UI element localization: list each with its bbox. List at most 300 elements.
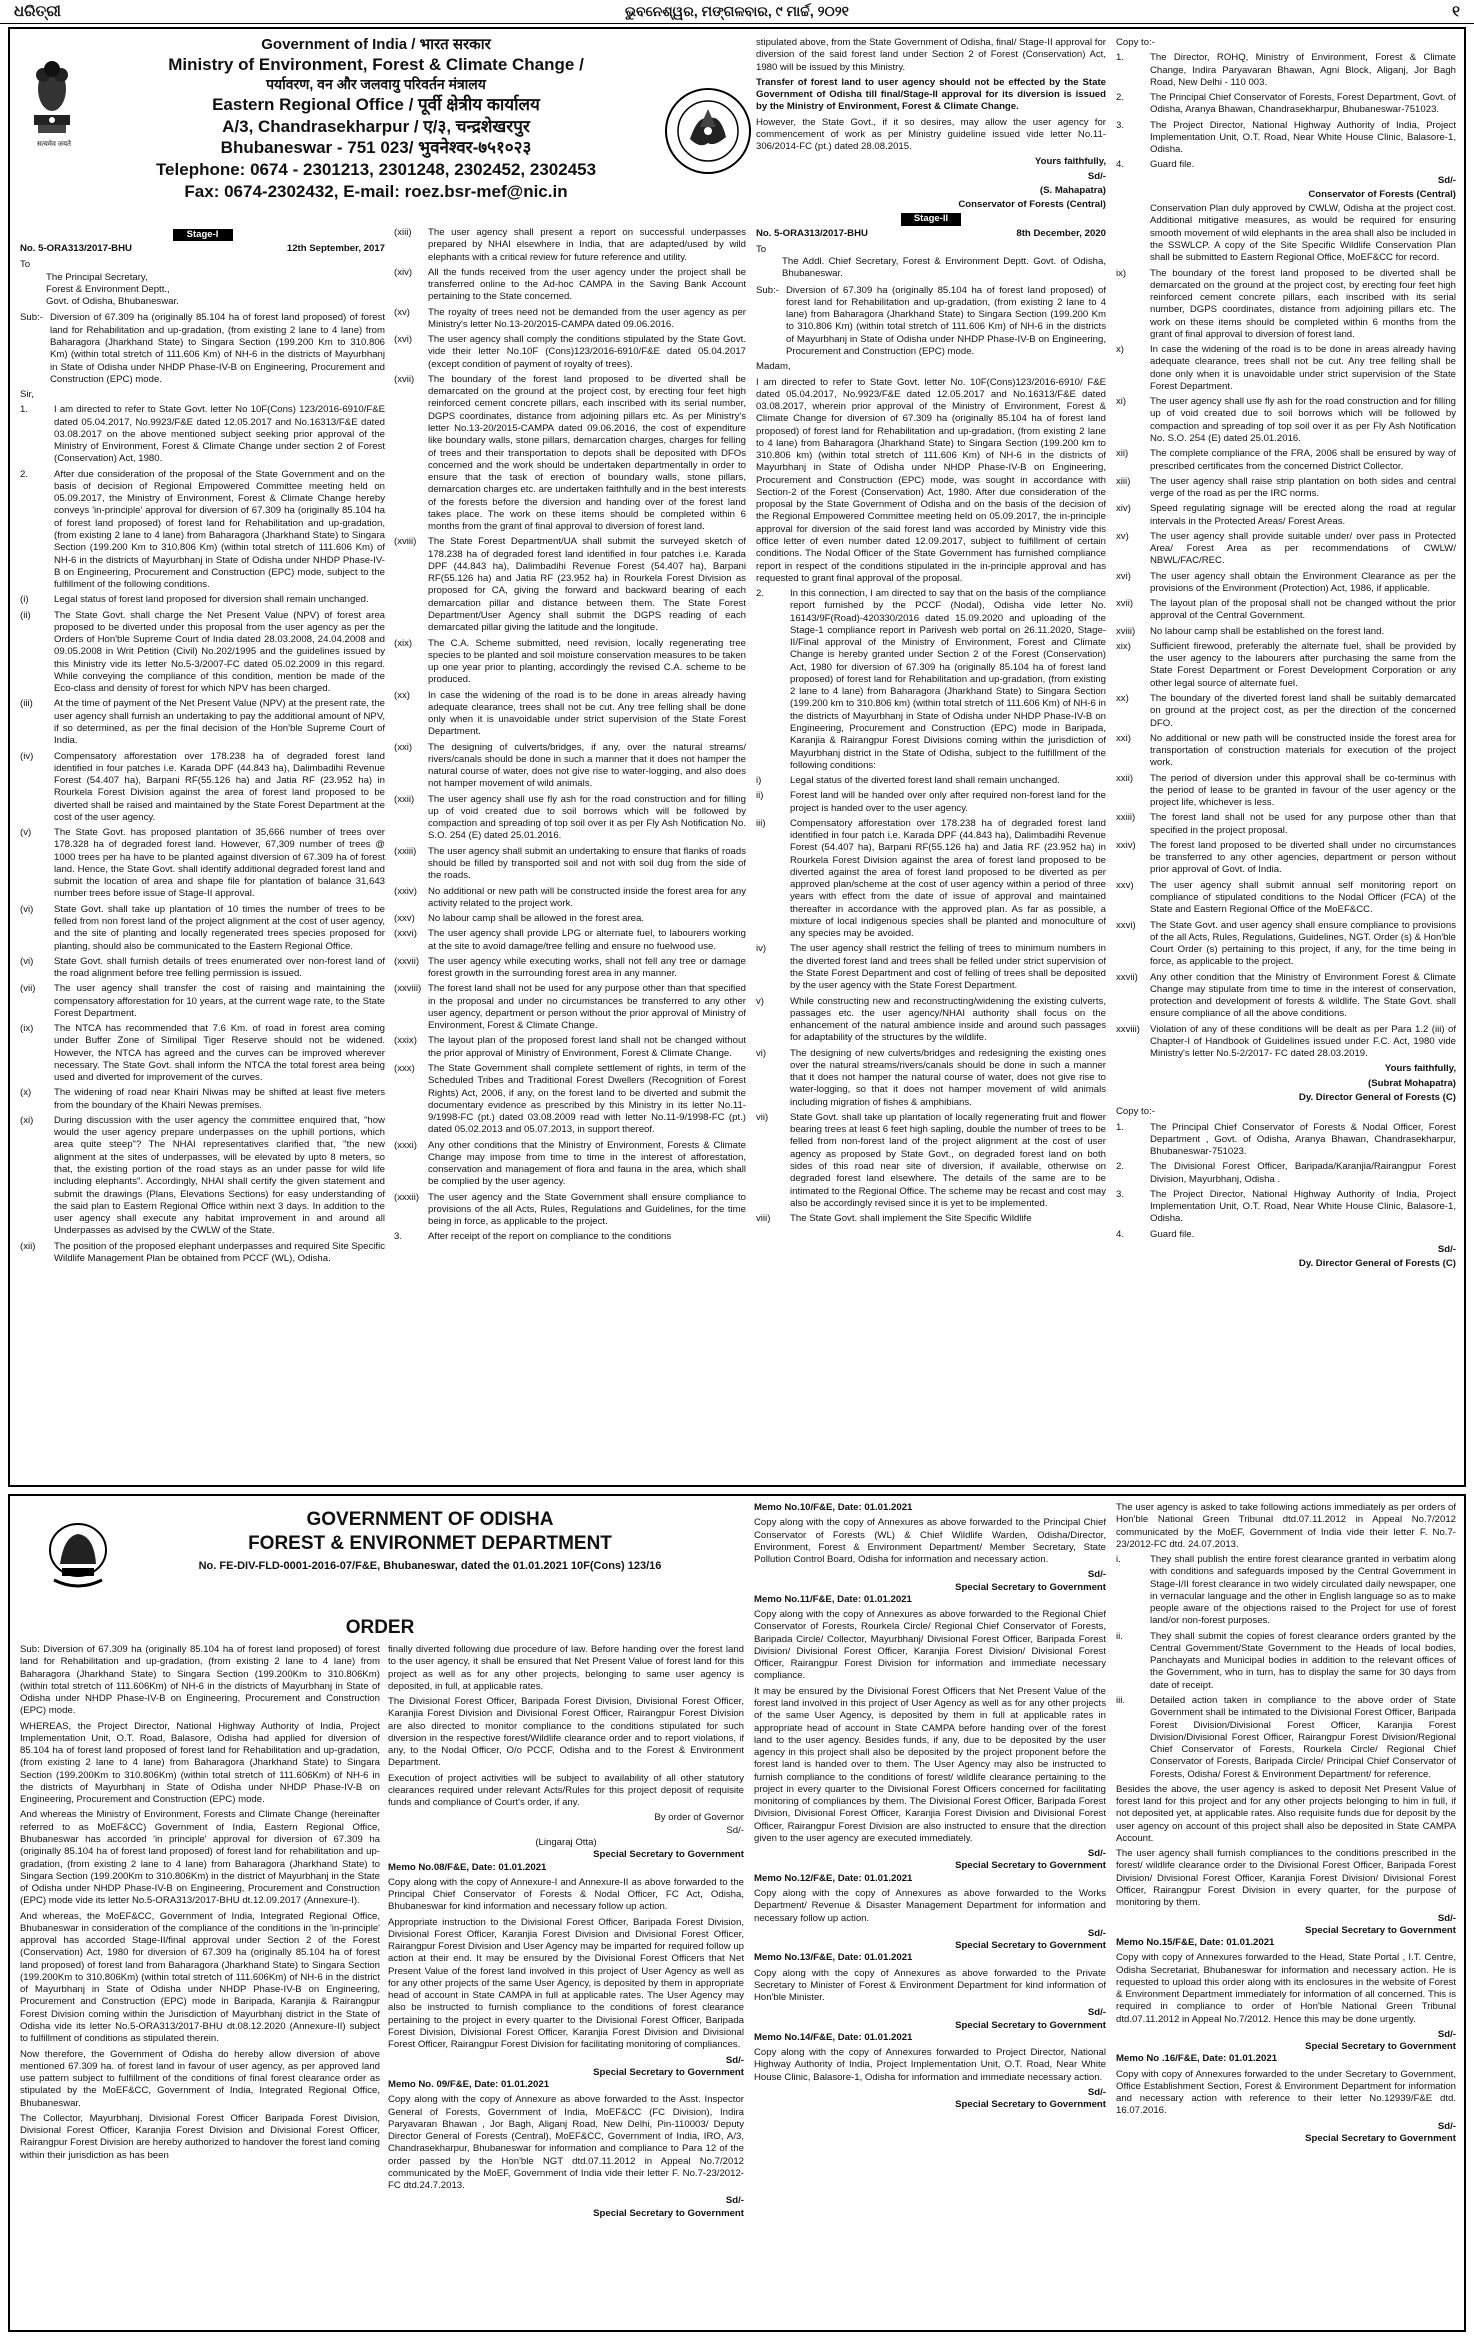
- order-column-2: [388, 1644, 744, 2324]
- besides-para: Besides the above, the user agency is asked to deposit Net Present Value of forest land for this project and for any other projects belonging to him in full, if not deposited yet, at applicable rates. Also requisite funds due for deposit by the user agency on account of this project shall also be deposited in State CAMPA Account.: [1116, 1783, 1456, 1844]
- order-col4-sd: Sd/-: [1437, 1912, 1456, 1924]
- item-number: 3.: [1116, 1188, 1125, 1200]
- item-number: xxviii): [1116, 1023, 1140, 1035]
- action-item: [1116, 1695, 1456, 1781]
- item-number: (xxiii): [394, 845, 417, 857]
- item-text: The layout plan of the proposal shall not be changed without the prior approval of the Central Government.: [1150, 598, 1456, 622]
- order-paragraph: And whereas, the MoEF&CC, Government of India, Integrated Regional Office, Bhubaneswar in consideration of the compliance of the conditions in the 'in-principle' approval has accorded Stage-II/final approval under Section 2 of the Forest (Conservation) Act, 1980 for diversion of 67.309 ha (originally 85.104 ha of forest land proposed) of forest land from Baharagora (Jharkhand State) to Singara Section (199.200Km to 310.806Km) (within total stretch of 111.606Km) of NH-6 in the district of Mayurbhanj in State of Odisha under NHDP Phase-IV-B on Engineering, Procurement and Construction (EPC) mode in Baripada, Karanjia & Rairangpur Forest Division coming within the Jurisdiction of Mayurbhanj district in the State of Odisha vide its letter No.5-ORA313/2017-BHU dt.08.12.2020 (Annexure-II) subject to fulfillment of conditions as stipulated therein.: [20, 1910, 380, 2045]
- item-number: (xi): [20, 1114, 34, 1126]
- condition-item: [1116, 503, 1456, 528]
- condition-item: [394, 690, 746, 739]
- memo-body: Copy along with the copy of Annexure-I and Annexure-II as above forwarded to the Principal Chief Conservator of Forests & Nodal Officer, FC Act, Odisha, Bhubaneswar for kind information and necessary follow up action.: [388, 1876, 744, 1913]
- item-text: The period of diversion under this approval shall be co-terminus with the period of lease to be granted in favour of the user agency or the project life, whichever is less.: [1150, 772, 1456, 809]
- memo-signature: Special Secretary to Government: [593, 2066, 744, 2078]
- stage1-transfer-note: Transfer of forest land to user agency should not be effected by the State Government of Odisha till final/Stage-II approval for its diversion is issued by the Ministry of Environment, Forest & Climate Change.: [756, 76, 1106, 113]
- item-text: The user agency shall provide suitable under/ over pass in Protected Area/ Forest Area as per recommendations of CWLW/ NBWL/FAC/REC.: [1150, 530, 1456, 567]
- stage2-copy-sd: Sd/-: [1437, 1243, 1456, 1255]
- item-number: v): [756, 995, 764, 1007]
- letterhead-line-2: Ministry of Environment, Forest & Climate Change /: [168, 55, 584, 75]
- order-paragraph: Now therefore, the Government of Odisha do hereby allow diversion of above mentioned 67.309 ha. of forest land in favour of user agency, as per approved land use pattern subject to fulfillment of the conditions of final forest clearance order as stipulated by the MoEF&CC, Government of India, Integrated Regional Office, Bhubaneswar.: [20, 2048, 380, 2109]
- item-text: Compensatory afforestation over 178.238 ha of degraded forest land identified in four patches i.e. Karada DPF (44.843 ha), Dalimbadihi Revenue Forest (54.407 ha), Barpani RF(55.126 ha) and Jatia RF (23.952 ha) in Rourkela Forest Division against the area of forest land proposed to be diverted shall be raised and maintained by the State Forest Department at the cost of the user agency.: [54, 750, 385, 823]
- odisha-emblem-icon: [46, 1520, 110, 1590]
- condition-item: [394, 983, 746, 1032]
- memo-sd: Sd/-: [1087, 2086, 1106, 2098]
- stage2-subject: [756, 285, 1106, 359]
- moef-header: [24, 35, 744, 225]
- copy-item: [1116, 92, 1456, 117]
- item-number: 2.: [1116, 1161, 1125, 1173]
- memo-heading: Memo No. 09/F&E, Date: 01.01.2021: [388, 2079, 550, 2091]
- item-number: xxvii): [1116, 971, 1138, 983]
- letterhead-fax-email: Fax: 0674-2302432, E-mail: roez.bsr-mef@nic.in: [184, 181, 568, 201]
- stage1-continuation: stipulated above, from the State Government of Odisha, final/ Stage-II approval for diversion of the said forest land under Section 2 of Forest (Conservation) Act, 1980 will be issued by this Ministry.: [756, 37, 1106, 73]
- copy-item: [1116, 1229, 1456, 1241]
- stage2-sub-label: Sub:-: [756, 284, 779, 296]
- item-number: iii): [756, 817, 766, 829]
- item-text: They shall submit the copies of forest clearance orders granted by the Central Government/State Government to the Heads of local bodies, Panchayats and Municipal bodies in addition to the relevant offices of the Government, who in turn, has to display the same for 30 days from date of receipt.: [1150, 1630, 1456, 1691]
- order-title: ORDER: [345, 1617, 415, 1638]
- order-memos-4: [1116, 1937, 1456, 2145]
- order-signer-designation: Special Secretary to Government: [593, 1849, 744, 1861]
- item-number: i): [756, 775, 762, 787]
- item-text: The user agency shall raise strip plantation on both sides and central verge of the road as per the IRC norms.: [1150, 475, 1456, 500]
- letterhead-telephone: Telephone: 0674 - 2301213, 2301248, 2302452, 2302453: [155, 160, 597, 180]
- item-text: While constructing new and reconstructing/widening the existing culverts, passages etc. the user agency/NHAI authority shall focus on the enhancement of the natural ambience inside and around such passages for adaptability of the structures by the wildlife.: [790, 995, 1106, 1044]
- item-text: The user agency shall obtain the Environment Clearance as per the provisions of the Environment (Protection) Act, 1986, if applicable.: [1150, 570, 1456, 594]
- stage2-salutation: Madam,: [756, 361, 791, 373]
- condition-item: [1116, 396, 1456, 445]
- item-number: xii): [1116, 448, 1129, 460]
- stage1-copy-sd: Sd/-: [1437, 174, 1456, 186]
- memo-sd: Sd/-: [725, 2195, 744, 2207]
- condition-item: [756, 1112, 1106, 1210]
- masthead-paper-name: ଧରିତ୍ରୀ: [14, 2, 61, 20]
- memo-body: Copy along with the copy of Annexures as above forwarded to the Private Secretary to Minister of Forest & Environment Department for kind information of Hon'ble Minister.: [754, 1967, 1106, 2004]
- item-number: (xvi): [394, 334, 413, 346]
- govt-name: GOVERNMENT OF ODISHA: [306, 1509, 554, 1530]
- item-number: (ii): [20, 609, 31, 621]
- memo-signature: Special Secretary to Government: [955, 2019, 1106, 2031]
- condition-item: [394, 374, 746, 533]
- item-number: xix): [1116, 640, 1131, 652]
- item-text: Speed regulating signage will be erected along the road at regular intervals in the Protected Areas/ Forest Areas.: [1150, 503, 1456, 527]
- stage1-conditions-a: [20, 594, 385, 1265]
- item-number: (xxv): [394, 913, 415, 925]
- memo-sd: Sd/-: [1087, 1848, 1106, 1860]
- item-text: The user agency shall comply the conditions stipulated by the State Govt. vide their letter No.10F (Cons)123/2016-6910/F&E dated 05.04.2017 (except condition of payment of royalty of trees).: [428, 334, 746, 370]
- condition-item: [394, 638, 746, 687]
- order-column-1: [20, 1644, 380, 2324]
- order-signer-name: (Lingaraj Otta): [535, 1836, 597, 1848]
- item-number: ix): [1116, 267, 1127, 279]
- item-text: State Govt. shall furnish details of trees enumerated over non-forest land of the road alignment before tree felling permission is issued.: [54, 955, 385, 980]
- condition-item: [394, 956, 746, 981]
- memo-extra: It may be ensured by the Divisional Forest Officers that Net Present Value of the forest land involved in this project of User Agency as well as for any other projects of the same User Agency, is deposited by them in full at applicable rates in appropriate head of account in State CAMPA before handing over of the forest land to the user agency. Besides funds, if any, due to be deposited by the user agency in this project shall also be deposited by the project proponent before the forest land is handed over to them. The User Agency may also be instructed to furnish compliance to the conditions of forest/ wildlife clearance pertaining to the project in every quarter to the Divisional Forest Officers concerned for facilitating monitoring of compliances by them. The Divisional Forest Officer, Baripada Forest Division, Divisional Forest Officer, Karanjia Forest Division and Divisional Forest Officer, Rairangpur Forest Division are also instructed to ensure that the direction given to the user agency are executed immediately.: [754, 1685, 1106, 1844]
- memo-body: Copy along with the copy of Annexure as above forwarded to the Asst. Inspector General of Forests, Government of India, MoEF&CC (FC Division), Indira Paryavaran Bhawan , Jor Bagh, Aliganj Road, New Delhi, Pin-110003/ Deputy Director General of Forests (Central), MoEF&CC, Government of India, IRO, A/3, Chandrasekharpur, Bhubaneswar for information and compliance to Para 12 of the order passed by the Hon'ble NGT dtd.07.11.2012 in Appeal No.7/2012 communicated by the MoEF, Government of India vide their letter F. No.7-23/2012-FC dtd.24.7.2013.: [388, 2094, 744, 2192]
- item-text: The Project Director, National Highway Authority of India, Project Implementation Unit, O.T. Road, Near White House Clinic, Balasore-1, Odisha.: [1150, 119, 1456, 156]
- order-sd: Sd/-: [726, 1824, 744, 1836]
- item-number: (i): [20, 594, 29, 606]
- item-text: Guard file.: [1150, 1228, 1195, 1240]
- item-text: Forest land will be handed over only after required non-forest land for the project is handed over to the user agency.: [790, 790, 1106, 814]
- item-number: xxii): [1116, 772, 1134, 784]
- item-text: The layout plan of the proposed forest land shall not be changed without the prior approval of Ministry of Environment, Forest & Climate Change.: [428, 1035, 746, 1059]
- item-text: Detailed action taken in compliance to the above order of State Government shall be intimated to the Divisional Forest Officer, Baripada Forest Division/Divisional Forest Officer, Karanjia Forest Division/Divisional Forest Officer, Rairangpur Forest Division/Regional Chief Conservator of Forests, Rourkela Circle/ Regional Chief Conservator of Forests, Baripada Circle/ Principal Chief Conservator of Forests, Odisha/ Forest & Environment Department/ for reference.: [1150, 1694, 1456, 1780]
- item-text: Any other conditions that the Ministry of Environment, Forests & Climate Change may impose from time to time in the interest of afforestation, conservation and management of flora and fauna in the area, which shall be complied by the user agency.: [428, 1139, 746, 1188]
- memo-heading: Memo No .16/F&E, Date: 01.01.2021: [1116, 2053, 1278, 2065]
- item-text: Guard file.: [1150, 159, 1195, 171]
- item-number: iii.: [1116, 1694, 1126, 1706]
- stage-column-3: [756, 37, 1106, 1482]
- condition-item: [20, 956, 385, 981]
- order-col4-signature: Special Secretary to Government: [1305, 1924, 1456, 1936]
- item-text: The royalty of trees need not be demanded from the user agency as per Ministry's letter No.13-20/2015-CAMPA dated 09.06.2016.: [428, 306, 746, 330]
- order-column-4: [1116, 1502, 1456, 2324]
- condition-item: [394, 846, 746, 883]
- item-text: The Principal Chief Conservator of Forests, Forest Department, Govt. of Odisha, Aranya Bhawan, Chandrasekharpur, Bhubaneswar-751023.: [1150, 92, 1456, 116]
- condition-item: [394, 1140, 746, 1189]
- condition-item: [20, 698, 385, 747]
- stage1-subject: [20, 312, 385, 386]
- stage1-to-line: Forest & Environment Deptt.,: [46, 283, 170, 295]
- condition-item: [394, 334, 746, 371]
- masthead: [0, 0, 1474, 24]
- memo-body: Copy along with the copy of Annexures as above forwarded to the Regional Chief Conservator of Forests, Rourkela Circle/ Regional Chief Conservator of Forests, Baripada Circle/ Collector, Mayurbhanj/ Divisional Forest Officer, Baripada Forest Division/ Divisional Forest Officer, Karanjia Forest Division/ Divisional Forest Officer, Rairangpur Forest Division for information and immediate necessary compliance.: [754, 1609, 1106, 1682]
- item-text: The user agency shall present a report on successful underpasses prepared by NHAI elsewhere in India, that are adapted/used by wild elephants with a critical review for future reference and utility.: [428, 227, 746, 263]
- condition-item: [394, 794, 746, 843]
- stage2-addressee: [756, 244, 1106, 281]
- stage2-para-2: [756, 588, 1106, 772]
- letterhead-line-6: Bhubaneswar - 751 023/ भुवनेश्वर-७५१०२३: [220, 138, 532, 158]
- memo-heading: Memo No.11/F&E, Date: 01.01.2021: [754, 1593, 912, 1605]
- item-number: (vii): [20, 983, 36, 995]
- item-text: The Principal Chief Conservator of Forests & Nodal Officer, Forest Department , Govt. of Odisha, Aranya Bhawan, Chandrasekharpur, Bhubaneswar-751023.: [1150, 1121, 1456, 1158]
- copy-item: [1116, 52, 1456, 89]
- item-number: xvi): [1116, 570, 1131, 582]
- item-number: x): [1116, 344, 1124, 356]
- memo-heading: Memo No.08/F&E, Date: 01.01.2021: [388, 1861, 547, 1873]
- item-text: The boundary of the forest land proposed to be diverted shall be demarcated on the ground at the project cost, by erecting four feet high reinforced cement concrete pillars, each inscribed with its serial number, DGPS coordinates, distance from adjoining pillars etc. The work on these items should be completed within 6 months from the grant of final approval to diversion of forest land.: [1150, 267, 1456, 340]
- condition-item: [1116, 344, 1456, 393]
- para-text: After due consideration of the proposal of the State Government and on the basis of decision of Regional Empowered Committee meeting held on 05.09.2017, the Ministry of Environment, Forest & Climate Change hereby conveys 'in-principle' approval for diversion of 67.309 ha (originally 85.104 ha of forest land proposed) of forest land for Rehabilitation and up-gradation, (from existing 2 lane to 4 lane) from Baharagora (Jharkhand State) to Singara Section (199.200 Km to 310.806 Km) (within total stretch of 111.606 Km) of NH-6 in the districts of Mayurbhanj in State of Odisha under NHDP Phase-IV-B on Engineering, Procurement and Construction (EPC) mode, subject to the fulfillment of the following conditions.: [54, 468, 385, 591]
- item-number: (xxi): [394, 741, 413, 753]
- condition-item: [20, 594, 385, 606]
- item-number: (xxvii): [394, 955, 420, 967]
- order-paragraph: The Collector, Mayurbhanj, Divisional Forest Officer Baripada Forest Division, Divisional Forest Officer, Karanjia Forest Division and Divisional Forest Officer, Rairangpur Forest Division are hereby authorized to handover the forest land coming within their jurisdiction as has been: [20, 2112, 380, 2161]
- memo-signature: Special Secretary to Government: [1305, 2133, 1456, 2145]
- order-paragraphs-1: [20, 1644, 380, 2162]
- item-text: The user agency shall use fly ash for the road construction and for filling up of void created due to soil borrows which will be followed by compaction and spreading of top soil over it as per Fly Ash Notification No. S.O. 254 (E) dated 25.01.2016.: [428, 793, 746, 842]
- item-number: 2.: [1116, 92, 1125, 104]
- condition-item: [1116, 448, 1456, 473]
- item-text: The widening of road near Khairi Niwas may be shifted at least five meters from the boundary of the Khairi Newas premises.: [54, 1087, 385, 1111]
- condition-item: [1116, 268, 1456, 342]
- item-number: (ix): [20, 1023, 34, 1035]
- stage2-memo-date: 8th December, 2020: [1016, 227, 1106, 239]
- order-paragraph: finally diverted following due procedure of law. Before handing over the forest land to the user agency, it shall be ensured that Net Present Value of forest land for this project as well as for any other projects, belonging to same user agency is deposited, in full, at applicable rates.: [388, 1644, 744, 1692]
- item-text: Legal status of the diverted forest land shall remain unchanged.: [790, 775, 1060, 787]
- item-number: (vi): [20, 955, 34, 967]
- memo-sd: Sd/-: [725, 2054, 744, 2066]
- condition-item: [1116, 203, 1456, 264]
- stage2-copy-to: Copy to:-: [1116, 1106, 1155, 1118]
- stage1-designation: Conservator of Forests (Central): [958, 199, 1106, 211]
- item-text: The NTCA has recommended that 7.6 Km. of road in forest area coming under Buffer Zone of Similipal Tiger Reserve should not be widened. However, the NTCA has agreed and the curves can be improved wherever necessary. The State Govt. shall inform the NTCA the total forest area being used and diverted for improvement of the curves.: [54, 1023, 385, 1084]
- stage1-sd: Sd/-: [1087, 170, 1106, 182]
- stage1-memo-date: 12th September, 2017: [286, 243, 385, 255]
- copy-item: [1116, 1189, 1456, 1226]
- action-item: [1116, 1631, 1456, 1692]
- item-text: The position of the proposed elephant underpasses and required Site Specific Wildlife Management Plan be obtained from PCCF (WL), Odisha.: [54, 1240, 385, 1264]
- order-memos-2: [388, 1862, 744, 2220]
- odisha-order-header: [120, 1508, 740, 1573]
- item-number: iv): [756, 943, 767, 955]
- item-number: xi): [1116, 396, 1127, 408]
- stage1-subject-text: Diversion of 67.309 ha (originally 85.104 ha of forest land proposed) of forest land for Rehabilitation and up-gradation, (from existing 2 lane to 4 lane) from Baharagora (Jharkhand State) to Singara Section (199.200 Km to 310.806 Km) (within total stretch of 111.606 Km) of NH-6 in the districts of Mayurbhanj in State of Odisha under NHDP Phase-IV-B on Engineering, Procurement and Construction (EPC) mode.: [50, 312, 385, 385]
- item-text: The C.A. Scheme submitted, need revision, locally regenerating tree species to be planted and soil moisture conservation measures to be taken up one year prior to planting, accordingly the revised C.A. scheme to be produced.: [428, 637, 746, 686]
- condition-item: [394, 227, 746, 264]
- stage2-copies: [1116, 1122, 1456, 1241]
- stage2-signatory: (Subrat Mohapatra): [1368, 1077, 1456, 1089]
- ashoka-emblem-icon: [28, 55, 76, 137]
- order-paragraph: Execution of project activities will be subject to availability of all other statutory clearances required under relevant Acts/Rules for this project deposit of requisite funds and compliance of Court's order, if any.: [388, 1772, 744, 1809]
- condition-item: [1116, 476, 1456, 501]
- item-number: (xvii): [394, 373, 415, 385]
- item-text: The State Govt. has proposed plantation of 35,666 number of trees over 178.328 ha of degraded forest land. However, 67,309 number of trees @ 1000 trees per ha have to be planted against diversion of 67.309 ha of forest land. Hence, the State Govt. shall identify additional degraded forest land and submit the location of area and shape file for plantation of balance 31,643 number trees before issue of Stage-II approval.: [54, 827, 385, 900]
- item-text: Violation of any of these conditions will be dealt as per Para 1.2 (iii) of Chapter-I of Handbook of Guidelines issued under F.C. Act, 1980 vide Ministry's letter No.5-2/2017- FC dated 28.03.2019.: [1150, 1023, 1456, 1060]
- stage1-memo-number: No. 5-ORA313/2017-BHU: [20, 243, 132, 255]
- item-number: ii.: [1116, 1630, 1123, 1642]
- condition-item: [394, 1192, 746, 1229]
- item-number: (xxiv): [394, 885, 417, 897]
- para-number: 2.: [756, 588, 765, 600]
- stage2-copy-designation: Dy. Director General of Forests (C): [1298, 1258, 1456, 1270]
- item-number: xxvi): [1116, 919, 1136, 931]
- stage1-conditions-b: [394, 227, 746, 1244]
- stage1-salutation: Sir,: [20, 389, 34, 401]
- item-text: The State Govt. shall charge the Net Present Value (NPV) of forest area proposed to be diverted under this proposal from the user agency as per the Orders of Hon'ble Supreme Court of India dated 28.03.2008, 24.04.2008 and 09.05.2008 in Writ Petition (Civil) No.202/1995 and the guidelines issued by this Ministry vide its letter No.5-3/2007-FC dated 05.02.2009 in this regard. While conveying the compliance of this condition, mention be made of the Eco-class and density of forest for which NPV has been charged.: [54, 609, 385, 695]
- memo-heading: Memo No.12/F&E, Date: 01.01.2021: [754, 1872, 913, 1884]
- condition-item: [756, 996, 1106, 1045]
- item-number: xxi): [1116, 732, 1131, 744]
- memo-body: Copy along with the copy of Annexures forwarded to Project Director, National Highway Authority of India, Project Implementation Unit, O.T. Road, Near White House Clinic, Balasore-1, Odisha for information and immediate necessary action.: [754, 2047, 1106, 2083]
- para-number: 1.: [20, 404, 29, 416]
- item-number: i.: [1116, 1554, 1121, 1566]
- item-number: vi): [756, 1047, 767, 1059]
- item-number: (xxvi): [394, 928, 417, 940]
- item-number: xx): [1116, 693, 1129, 705]
- item-number: (xviii): [394, 536, 417, 548]
- condition-item: [1116, 733, 1456, 770]
- memo-signature: Special Secretary to Government: [1305, 2041, 1456, 2053]
- action-item: [1116, 1554, 1456, 1628]
- copy-item: [1116, 1161, 1456, 1186]
- condition-item: [20, 1087, 385, 1112]
- stage2-label: Stage-II: [901, 213, 961, 225]
- item-text: No additional or new path will be constructed inside the forest area for transportation of construction materials for execution of the project work.: [1150, 732, 1456, 769]
- condition-item: [394, 742, 746, 791]
- stage1-sub-label: Sub:-: [20, 312, 43, 324]
- item-text: Conservation Plan duly approved by CWLW, Odisha at the project cost. Additional mitigative measures, as would be required for ensuring smooth movement of wild elephants in the area shall also be included in the SSWLCP. A copy of the Site Specific Wildlife Conservation Plan shall be submitted to Eastern Regional Office, MoEF&CC for record.: [1150, 203, 1456, 264]
- letterhead-line-1: Government of India / भारत सरकार: [261, 36, 491, 53]
- item-text: The designing of culverts/bridges, if any, over the natural streams/ rivers/canals should be done in such a manner that it does not hamper the natural course of water, does not give rise to water-logging, and also does not hamper movement of wild animals.: [428, 741, 746, 790]
- stage1-to-lines: [20, 272, 385, 309]
- stage1-to-label: To: [20, 259, 31, 271]
- memo-sd: Sd/-: [1087, 1927, 1106, 1939]
- condition-item: [394, 536, 746, 634]
- item-text: Legal status of forest land proposed for diversion shall remain unchanged.: [54, 594, 369, 606]
- condition-item: [394, 1231, 746, 1243]
- memo-body: Copy along with the copy of Annexures as above forwarded to the Works Department/ Revenue & Disaster Management Department for information and necessary follow up action.: [754, 1887, 1106, 1924]
- memo-signature: Special Secretary to Government: [955, 2099, 1106, 2111]
- item-number: (xx): [394, 689, 410, 701]
- item-text: The forest land proposed to be diverted shall under no circumstances be transferred to any other agencies, department or person without prior approval of Govt. of India.: [1150, 839, 1456, 876]
- user-agency-actions: [1116, 1554, 1456, 1781]
- item-number: (xiii): [394, 227, 412, 238]
- stage2-memo-line: [756, 228, 1106, 240]
- item-number: (xxix): [394, 1035, 417, 1047]
- item-text: During discussion with the user agency the committee enquired that, "how would the user agency prepare underpasses on the uphill portions, which area quite steep"? The NHAI representatives clarified that, "the new alignment at the sites of underpasses, will be elevated by upto 8 meters, so that, the existing portion of the road stays as an under passe for wild life including elephants". Accordingly, NHAI shall certify the given statement and submit the drawings (Plans, Elevations Sections) for easy understanding of the said plan to Eastern Regional Office within next 3 days. In addition to the user agency shall execute any habitat improvement in and around all Underpasses as advised by the CWLW of the State.: [54, 1114, 385, 1237]
- order-column-3: [754, 1502, 1106, 2324]
- item-number: 1.: [1116, 52, 1125, 64]
- stage1-to-line: The Principal Secretary,: [46, 271, 148, 283]
- memo-signature: Special Secretary to Government: [593, 2207, 744, 2219]
- condition-item: [20, 1115, 385, 1238]
- condition-item: [1116, 972, 1456, 1021]
- user-agency-intro: The user agency is asked to take following actions immediately as per orders of Hon'ble National Green Tribunal dtd.07.11.2012 in Appeal No.7/2012 communicated by the MoEF, Government of India vide their letter F. No.7-23/2012-FC dtd. 24.07.2013.: [1116, 1502, 1456, 1550]
- condition-item: [1116, 626, 1456, 638]
- moef-notice: [8, 27, 1466, 1487]
- item-text: The user agency and the State Government shall ensure compliance to provisions of the all Acts, Rules, Regulations and Guidelines, for the time being in force, as applicable to the project.: [428, 1191, 746, 1228]
- memo-heading: Memo No.15/F&E, Date: 01.01.2021: [1116, 1937, 1275, 1949]
- item-text: All the funds received from the user agency under the project shall be transferred online to the Ad-hoc CAMPA in the Saving Bank Account pertaining to the State concerned.: [428, 266, 746, 303]
- item-text: The Project Director, National Highway Authority of India, Project Implementation Unit, O.T. Road, Near White House Clinic, Balasore-1, Odisha.: [1150, 1188, 1456, 1225]
- condition-item: [20, 610, 385, 696]
- condition-item: [394, 928, 746, 953]
- item-text: The State Govt. and user agency shall ensure compliance to provisions of the all Acts, Rules, Regulations, Guidelines, NGT. Order (s) & Hon'ble Court Order (s) pertaining to this project, if any, for the time being in force, as applicable to the project.: [1150, 919, 1456, 968]
- para-text: I am directed to refer to State Govt. letter No 10F(Cons) 123/2016-6910/F&E dated 05.04.2017, No.9923/F&E dated 12.05.2017 and No.16313/F&E dated 03.08.2017 on the above mentioned subject seeking prior approval of the Ministry of Environment, Forest & Climate Change under section 2 of Forest (Conservation) Act, 1980.: [54, 404, 385, 465]
- item-text: The Director, ROHQ, Ministry of Environment, Forest & Climate Change, Indira Paryavaran Bhawan, Agni Block, Aliganj, Jor Bagh Road, New Delhi - 110 003.: [1150, 52, 1456, 88]
- item-number: (xiv): [394, 266, 413, 278]
- condition-item: [1116, 773, 1456, 810]
- condition-item: [394, 913, 746, 925]
- item-text: No additional or new path will be constructed inside the forest area for any activity related to the project work.: [428, 885, 746, 909]
- stage1-para-2: [20, 469, 385, 592]
- item-number: (xv): [394, 306, 410, 318]
- order-reference: No. FE-DIV-FLD-0001-2016-07/F&E, Bhubaneswar, dated the 01.01.2021 10F(Cons) 123/16: [198, 1559, 662, 1572]
- stage-column-4: [1116, 37, 1456, 1482]
- memo-extra: Appropriate instruction to the Divisional Forest Officer, Baripada Forest Division, Divisional Forest Officer, Karanjia Forest Division and Divisional Forest Officer, Rairangpur Forest Division and User Agency may be imparted for required follow up action at their end. It may be ensured by the Divisional Forest Officers that Net Present Value of the forest land involved in this project of User Agency as well as for any other projects of the same User Agency, is deposited by them in appropriate head of account in State CAMPA in full at applicable rates. The User Agency may also be instructed to furnish compliance to the conditions of forest clearance pertaining to the project in every quarter to the Divisional Forest Officer, Baripada Forest Division, Divisional Forest Officer, Karanjia Forest Division and Divisional Forest Officer, Rairangpur Forest Division for facilitating monitoring of compliances.: [388, 1916, 744, 2051]
- stage1-column-2: [394, 227, 746, 1482]
- copy-item: [1116, 1122, 1456, 1159]
- condition-item: [1116, 598, 1456, 623]
- item-number: (xii): [20, 1240, 36, 1252]
- stage2-yours: Yours faithfully,: [1384, 1063, 1456, 1075]
- stage1-memo-line: [20, 243, 385, 255]
- letterhead-line-3: पर्यावरण, वन और जलवायु परिवर्तन मंत्रालय: [266, 75, 486, 92]
- para-number: 2.: [20, 468, 29, 480]
- item-text: The State Government shall complete settlement of rights, in term of the Scheduled Tribes and Traditional Forest Dwellers (Recognition of Forest Rights) Act, 2006, if any, on the forest land to be diverted and submit the documentary evidence as prescribed by this Ministry in its letter No.11-9/1998-FC (pt.) dated 03.08.2009 read with letter No.11-9/1998-FC (pt.) dated 05.02.2013 and 05.07.2013, in support thereof.: [428, 1063, 746, 1136]
- memo-signature: Special Secretary to Government: [955, 1860, 1106, 1872]
- item-text: They shall publish the entire forest clearance granted in verbatim along with conditions and safeguards imposed by the Central Government in Stage-I/II forest clearance in two widely circulated daily newspaper, one in vernacular language and the other in English language so as to make people aware of the objections raised to the Project for use of forest land/or non-forest purposes.: [1150, 1554, 1456, 1627]
- condition-item: [394, 886, 746, 911]
- item-number: 4.: [1116, 159, 1125, 171]
- emblem-caption: सत्यमेव जयते: [36, 141, 72, 148]
- order-paragraphs-2: [388, 1644, 744, 1809]
- condition-item: [756, 1213, 1106, 1225]
- stage2-to-label: To: [756, 243, 767, 255]
- item-number: vii): [756, 1111, 769, 1123]
- item-number: 3.: [394, 1231, 403, 1243]
- masthead-date: ଭୁବନେଶ୍ୱର, ମଙ୍ଗଳବାର, ୯ ମାର୍ଚ୍ଚ, ୨୦୨୧: [625, 2, 849, 19]
- condition-item: [20, 751, 385, 825]
- condition-item: [1116, 840, 1456, 877]
- condition-item: [20, 827, 385, 901]
- item-text: In case the widening of the road is to be done in areas already having adequate clearance, trees shall not be cut. Any tree felling shall be done only when it is unavoidable under strict supervision of the State Forest Department.: [428, 689, 746, 738]
- stage2-memo-number: No. 5-ORA313/2017-BHU: [756, 227, 868, 239]
- masthead-page-number: ୧: [1452, 2, 1460, 20]
- condition-item: [1116, 1024, 1456, 1061]
- item-text: The State Govt. shall implement the Site Specific Wildlife: [790, 1213, 1032, 1225]
- item-text: The user agency shall transfer the cost of raising and maintaining the compensatory afforestation for 10 years, at the current wage rate, to the State Forest Department.: [54, 983, 385, 1019]
- memo-signature: Special Secretary to Government: [955, 1940, 1106, 1952]
- moef-letterhead: [96, 35, 656, 203]
- memo-heading: Memo No.13/F&E, Date: 01.01.2021: [754, 1952, 913, 1964]
- condition-item: [756, 818, 1106, 941]
- memo-heading: Memo No.10/F&E, Date: 01.01.2021: [754, 1502, 913, 1513]
- condition-item: [756, 1048, 1106, 1109]
- condition-item: [394, 1035, 746, 1060]
- letterhead-line-5: A/3, Chandrasekharpur / ए/३, चन्द्रशेखरपुर: [222, 116, 530, 136]
- item-text: The user agency shall use fly ash for the road construction and for filling up of void created due to soil borrows which will be followed by compaction and spreading of top soil over it as per Fly Ash Notification No. S.O. 254 (E) dated 25.01.2016.: [1150, 396, 1456, 444]
- stage1-to-line: Govt. of Odisha, Bhubaneswar.: [46, 296, 179, 308]
- item-number: (x): [20, 1087, 32, 1099]
- item-text: The State Forest Department/UA shall submit the surveyed sketch of 178.238 ha of degraded forest land identified in four patches i.e. Karada DPF (44.843 ha), Dalimbadihi Revenue Forest (54.407 ha), Barpani RF(55.126 ha) and Jatia RF (23.952 ha) in Rourkela Forest Division as proposed for CA, giving the forward and backward bearing of each demarcation pillar and distance between them. The State Forest Department/User Agency shall submit the DGPS reading of each demarcated pillar giving the latitude and the longitude.: [428, 536, 746, 634]
- item-number: xv): [1116, 530, 1129, 542]
- item-number: (xix): [394, 637, 413, 649]
- order-paragraph: And whereas the Ministry of Environment, Forests and Climate Change (hereinafter referred to as MoEF&CC) Government of India, Eastern Regional Office, Bhubaneswar has accorded 'in principle' approval for diversion of 67.309 ha (originally 85.104 ha of forest land proposed) of forest land for rehabilitation and up-gradation, (from existing 2 lane to 4 lane) from Baharagora (Jharkhand State) to Singara Section (199.200Km to 310.806Km) in the district of Mayurbhanj in the State of Odisha under NHDP Phase-IV-B on Engineering, Procurement and Construction (EPC) mode vide its letter No.5-ORA313/2017-BHU dt.12.09.2017 (Annexure-I).: [20, 1809, 380, 1907]
- letterhead-line-4: Eastern Regional Office / पूर्वी क्षेत्रीय कार्यालय: [212, 94, 540, 114]
- user-agency-compliance: The user agency shall furnish compliances to the conditions prescribed in the forest/ wildlife clearance order to the Divisional Forest Officer, Baripada Forest Division/ Divisional Forest Officer, Karanjia Forest Division/ Divisional Forest Officer, Rairangpur Forest Division in every quarter, for the purpose of monitoring by them.: [1116, 1848, 1456, 1909]
- condition-item: [1116, 693, 1456, 730]
- item-number: 1.: [1116, 1121, 1125, 1133]
- item-text: The user agency shall restrict the felling of trees to minimum numbers in the diverted forest land and trees shall be felled under strict supervision of the State Forest Department and cost of felling of trees shall be deposited by the user agency with the State Forest Department.: [790, 943, 1106, 992]
- stage1-copy-designation: Conservator of Forests (Central): [1308, 188, 1456, 200]
- item-text: At the time of payment of the Net Present Value (NPV) at the present rate, the user agency shall furnish an undertaking to pay the additional amount of NPV, if so determined, as per the final decision of the Hon'ble Supreme Court of India.: [54, 698, 385, 747]
- item-text: Compensatory afforestation over 178.238 ha of degraded forest land identified in four patch i.e. Karada DPF (44.843 ha), Dalimbadihi Revenue Forest (54.407 ha), Barpani RF(55.126 ha) and Jatia RF (23.952 ha) in Rourkela Forest Division against the area of forest land proposed to be diverted against the area of forest land proposed to be diverted as per approved plan/scheme at the cost of user agency within a period of three years with effect from the date of issue of approval and maintained thereafter in accordance with the approved plan. As far as possible, a mixture of local indigenous species shall be planted and monoculture of any species may be avoided.: [790, 817, 1106, 940]
- condition-item: [756, 943, 1106, 992]
- stage1-para-1: [20, 404, 385, 465]
- item-text: State Govt. shall take up plantation of locally regenerating fruit and flower bearing trees at least 6 feet high sapling, double the number of trees to be felled from non-forest land of the project alignment at the cost of user agency as proposed by State Govt., on degraded forest land on both sides of this road near site of diversion, if available, otherwise on degraded forest land elsewhere. The details of the same are to be intimated to the Regional Office. The scheme may be recast and cost may also be accordingly revised since it is yet to be implemented.: [790, 1111, 1106, 1209]
- copy-item: [1116, 120, 1456, 157]
- condition-item: [1116, 920, 1456, 969]
- item-number: xiv): [1116, 503, 1131, 515]
- condition-item: [756, 790, 1106, 815]
- condition-item: [20, 983, 385, 1020]
- item-number: [1116, 203, 1150, 264]
- item-text: The complete compliance of the FRA, 2006 shall be ensured by way of prescribed certificates from the concerned District Collector.: [1150, 448, 1456, 472]
- item-number: (iv): [20, 750, 34, 762]
- item-number: (xxviii): [394, 983, 422, 995]
- order-memos-3: [754, 1502, 1106, 2111]
- item-text: State Govt. shall take up plantation of 10 times the number of trees to be felled from non forest land of the project alignment at the cost of user agency, and the site of planting and locally regenerated trees species proposed for planting, should also be communicated to the Eastern Regional Office.: [54, 903, 385, 952]
- item-text: The boundary of the diverted forest land shall be suitably demarcated on ground at the project cost, as per the direction of the concerned DFO.: [1150, 693, 1456, 729]
- department-name: FOREST & ENVIRONMET DEPARTMENT: [248, 1533, 612, 1555]
- condition-item: [1116, 880, 1456, 917]
- item-number: xxiii): [1116, 812, 1136, 824]
- copy-item: [1116, 159, 1456, 171]
- item-number: 4.: [1116, 1228, 1125, 1240]
